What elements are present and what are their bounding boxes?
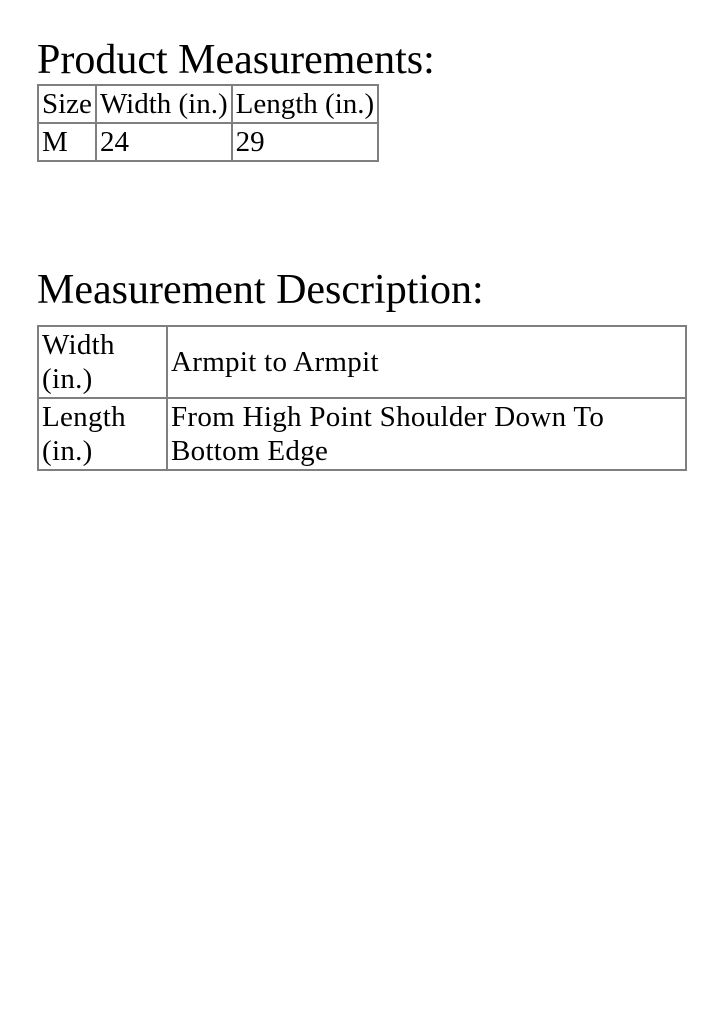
length-description-row bbox=[38, 398, 686, 470]
column-header-width: Width (in.) bbox=[96, 85, 232, 123]
width-description-row bbox=[38, 326, 686, 398]
length-value: 29 bbox=[232, 123, 379, 161]
length-description: From High Point Shoulder Down To Bottom Edge bbox=[167, 398, 686, 470]
product-measurements-header-row bbox=[38, 85, 378, 123]
product-measurements-data-row bbox=[38, 123, 378, 161]
measurement-description-table bbox=[37, 325, 687, 471]
size-value: M bbox=[38, 123, 96, 161]
width-label: Width (in.) bbox=[38, 326, 167, 398]
width-description: Armpit to Armpit bbox=[167, 326, 686, 398]
column-header-length: Length (in.) bbox=[232, 85, 379, 123]
column-header-size: Size bbox=[38, 85, 96, 123]
product-measurements-heading: Product Measurements: bbox=[37, 37, 435, 83]
width-value: 24 bbox=[96, 123, 232, 161]
product-measurements-table bbox=[37, 84, 379, 162]
measurement-description-heading: Measurement Description: bbox=[37, 267, 484, 314]
length-label: Length (in.) bbox=[38, 398, 167, 470]
